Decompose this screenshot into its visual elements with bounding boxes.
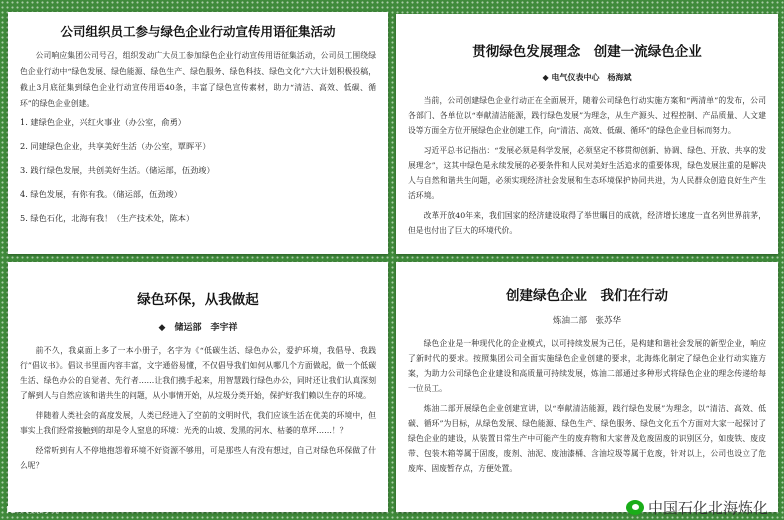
article-paragraph: 绿色企业是一种现代化的企业模式，以可持续发展为己任，是构建和谐社会发展的新型企业，响应了新时代的要求。按照集团公司全面实施绿色企业创建的要求，北海炼化制定了绿色企业行动实施方案，为助力公司绿色企业建设和高质量可持续发展，炼油二部通过多种形式将绿色企业的理念传递给每一位员工。 [408,339,766,393]
slogan-item: 4. 绿色发展，有你有我。（储运部，伍劲竣） [20,189,182,199]
slogan-item: 2. 同建绿色企业，共享美好生活（办公室，覃晖平） [20,141,211,151]
article-paragraph: 前不久，我桌面上多了一本小册子，名字为《“低碳生活、绿色办公，爱护环境，我倡导、我践行”倡议书》。倡议书里面内容丰富，文字通俗易懂，不仅倡导我们如何从哪几个方面做起，做一个低碳生活、绿色办公的自觉者、先行者……让我们携手起来，用智慧践行绿色办公，同时还让我们认真深刻了解到人与自然应该和谐共生的问题，从小事情开始，从垃圾分类开始，保护好我们赖以生存的环境。 [20,346,376,400]
article-panel-bottom-left [8,262,388,512]
slogan-item: 5. 绿色石化，北海有我！（生产技术处，陈本） [20,213,195,223]
account-name: 中国石化北海炼化 [647,499,768,517]
article-paragraph: 改革开放40年来，我们国家的经济建设取得了举世瞩目的成就，经济增长速度一直名列世界前茅，但是也付出了巨大的环境代价。 [408,211,766,235]
article-byline: ◆ 储运部 李宇祥 [158,323,238,333]
article-paragraph: 当前，公司创建绿色企业行动正在全面展开，随着公司绿色行动实施方案和“两清单”的发布，公司各部门、各单位以“奉献清洁能源，践行绿色发展”为理念，从生产源头、过程控制、产品质量、人文建设等方面全方位开展绿色企业创建工作，向“清洁、高效、低碳、循环”的绿色企业目标而努力。 [408,96,766,135]
account-watermark [626,497,768,518]
article-byline: ◆ 电气仪表中心 杨海斌 [542,72,632,82]
slogan-item: 1. 建绿色企业，兴红火事业（办公室，俞勇） [20,117,186,127]
article-panel-top-left [8,12,388,254]
article-paragraph: 伴随着人类社会的高度发展，人类已经进入了空前的文明时代，我们应该生活在优美的环境中，但事实上我们经常接触到的却是令人窒息的环境：光秃的山坡、发黑的河水、枯萎的草坪……！？ [20,411,376,435]
article-title: 创建绿色企业 我们在行动 [506,288,668,304]
article-paragraph: 经常听到有人不停地抱怨着环境不好资源不够用，可是那些人有没有想过，自己对绿色环保做了什么呢？ [20,446,376,470]
article-paragraph: 炼油二部开展绿色企业创建宣讲，以“奉献清洁能源，践行绿色发展”为理念，以“清洁、高效、低碳、循环”为目标，从绿色发展、绿色能源、绿色生产、绿色服务、绿色文化五个方面对大家一起探讨了绿色企业的建设，从装置日常生产中可能产生的废弃物和大家普及危废固废的识别区分，如废铁、废皮带、包装木箱等属于固废，废剂、油泥、废油漆桶、含油垃圾等属于危废，针对以上，公司也设立了危废库、固废暂存点，方便处置。 [408,404,766,473]
article-paragraph: 习近平总书记指出：“发展必须是科学发展，必须坚定不移贯彻创新、协调、绿色、开放、共享的发展理念”，这其中绿色是永续发展的必要条件和人民对美好生活追求的重要体现，绿色发展注重的是解决人与自然和谐共生问题，必须实现经济社会发展和生态环境保护协同共进，为人民群众创造良好生产生活环境。 [408,146,766,200]
article-paragraph: 公司响应集团公司号召，组织发动广大员工参加绿色企业行动宣传用语征集活动，公司员工围绕绿色企业行动中“绿色发展、绿色能源、绿色生产、绿色服务、绿色科技、绿色文化”六大计划积极投稿，截止3月底征集到绿色企业行动宣传用语40条，丰富了绿色宣传素材，助力“清洁、高效、低碳、循环”的绿色企业创建。 [20,51,376,108]
article-byline: 炼油二部 张苏华 [552,316,621,326]
article-panel-top-right [396,14,778,254]
article-title: 贯彻绿色发展理念 创建一流绿色企业 [472,44,702,60]
slogan-item: 3. 践行绿色发展，共创美好生活。（储运部，伍劲竣） [20,165,215,175]
article-panel-bottom-right [396,262,778,512]
slogan-list [20,116,376,225]
wechat-icon [626,500,644,515]
source-watermark: IC 大数跨境 [6,505,60,516]
article-title: 公司组织员工参与绿色企业行动宣传用语征集活动 [60,24,336,39]
article-title: 绿色环保，从我做起 [137,292,259,308]
